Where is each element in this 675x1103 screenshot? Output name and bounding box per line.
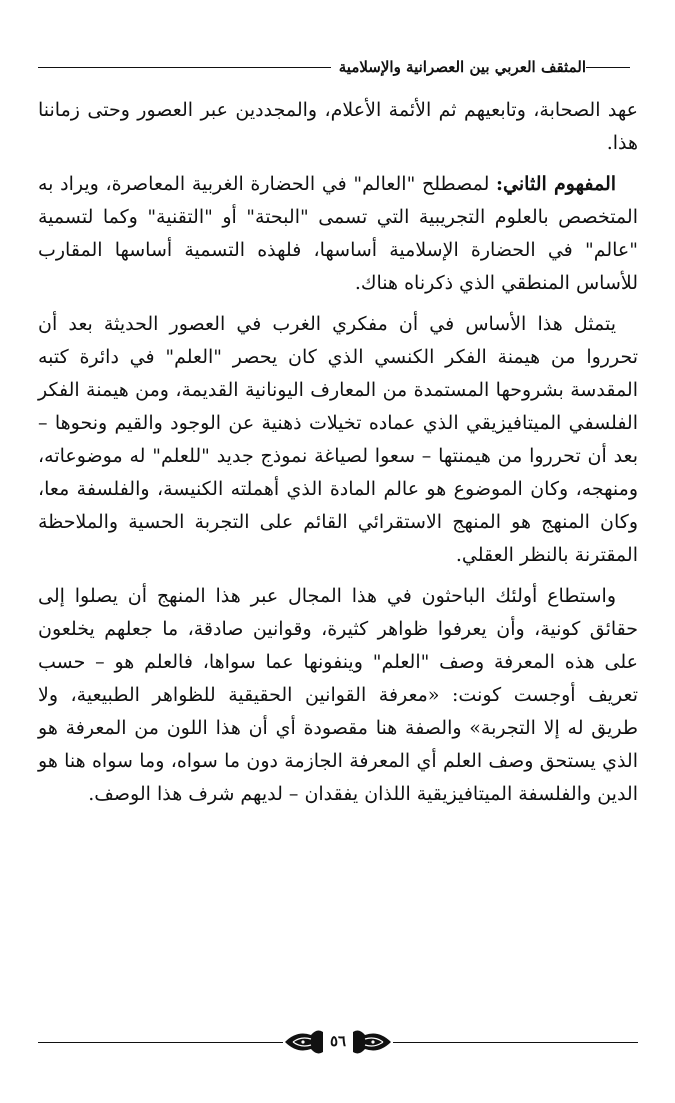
footer-rule-left [38, 1042, 283, 1043]
paragraph-text: يتمثل هذا الأساس في أن مفكري الغرب في العصور الحديثة بعد أن تحرروا من هيمنة الفكر الكنسي الذي كان يحصر "العلم" في دائرة كتبه المقدسة بشروحها المستمدة من المعارف اليونانية القديمة، ومن هيمنة الفكر الفلسفي الميتافيزيقي الذي عماده تخيلات ذهنية عن الوجود والقيم ونحوها – بعد أن تحرروا من هيمنتها – سعوا لصياغة نموذج جديد "للعلم" له موضوعاته، ومنهجه، وكان الموضوع هو عالم المادة الذي أهملته الكنيسة، والفلسفة معا، وكان المنهج هو المنهج الاستقرائي القائم على التجربة الحسية والملاحظة المقترنة بالنظر العقلي. [38, 313, 638, 566]
body-text [38, 94, 638, 819]
page-footer [38, 1026, 638, 1058]
footer-rule-right [393, 1042, 638, 1043]
paragraph-foundation [38, 308, 638, 572]
paragraph-second-concept [38, 168, 638, 300]
header-rule-short [586, 67, 630, 68]
header-title: المثقف العربي بين العصرانية والإسلامية [338, 58, 586, 76]
paragraph-text: عهد الصحابة، وتابعيهم ثم الأئمة الأعلام، والمجددين عبر العصور وحتى زماننا هذا. [38, 99, 638, 154]
paragraph-continuation [38, 94, 638, 160]
paragraph-text: واستطاع أولئك الباحثون في هذا المجال عبر هذا المنهج أن يصلوا إلى حقائق كونية، وأن يعرفوا ظواهر كثيرة، وقوانين صادقة، ما جعلهم يخلعون على هذه المعرفة وصف "العلم" وينفونها عما سواها، فالعلم هو – حسب تعريف أوجست كونت: «معرفة القوانين الحقيقية للظواهر الطبيعية، ولا طريق له إلا التجربة» والصفة هنا مقصودة أي أن هذا اللون من المعرفة هو الذي يستحق وصف العلم أي المعرفة الجازمة دون ما سواه، وما سواه هنا هو الدين والفلسفة الميتافيزيقية اللذان يفقدان – لديهم شرف هذا الوصف. [38, 585, 638, 805]
header-rule [38, 67, 331, 68]
paragraph-text: لمصطلح "العالم" في الحضارة الغربية المعاصرة، ويراد به المتخصص بالعلوم التجريبية التي تسمى "البحتة" أو "التقنية" وكما لتسمية "عالم" في الحضارة الإسلامية أساسها، فلهذه التسمية أساسها المقارب للأساس المنطقي الذي ذكرناه هناك. [38, 173, 638, 294]
page-number: ٥٦ [323, 1030, 353, 1052]
running-header [38, 54, 638, 80]
paragraph-researchers [38, 580, 638, 811]
page-number-ornament [283, 1026, 393, 1058]
concept-term: المفهوم الثاني: [496, 173, 617, 195]
